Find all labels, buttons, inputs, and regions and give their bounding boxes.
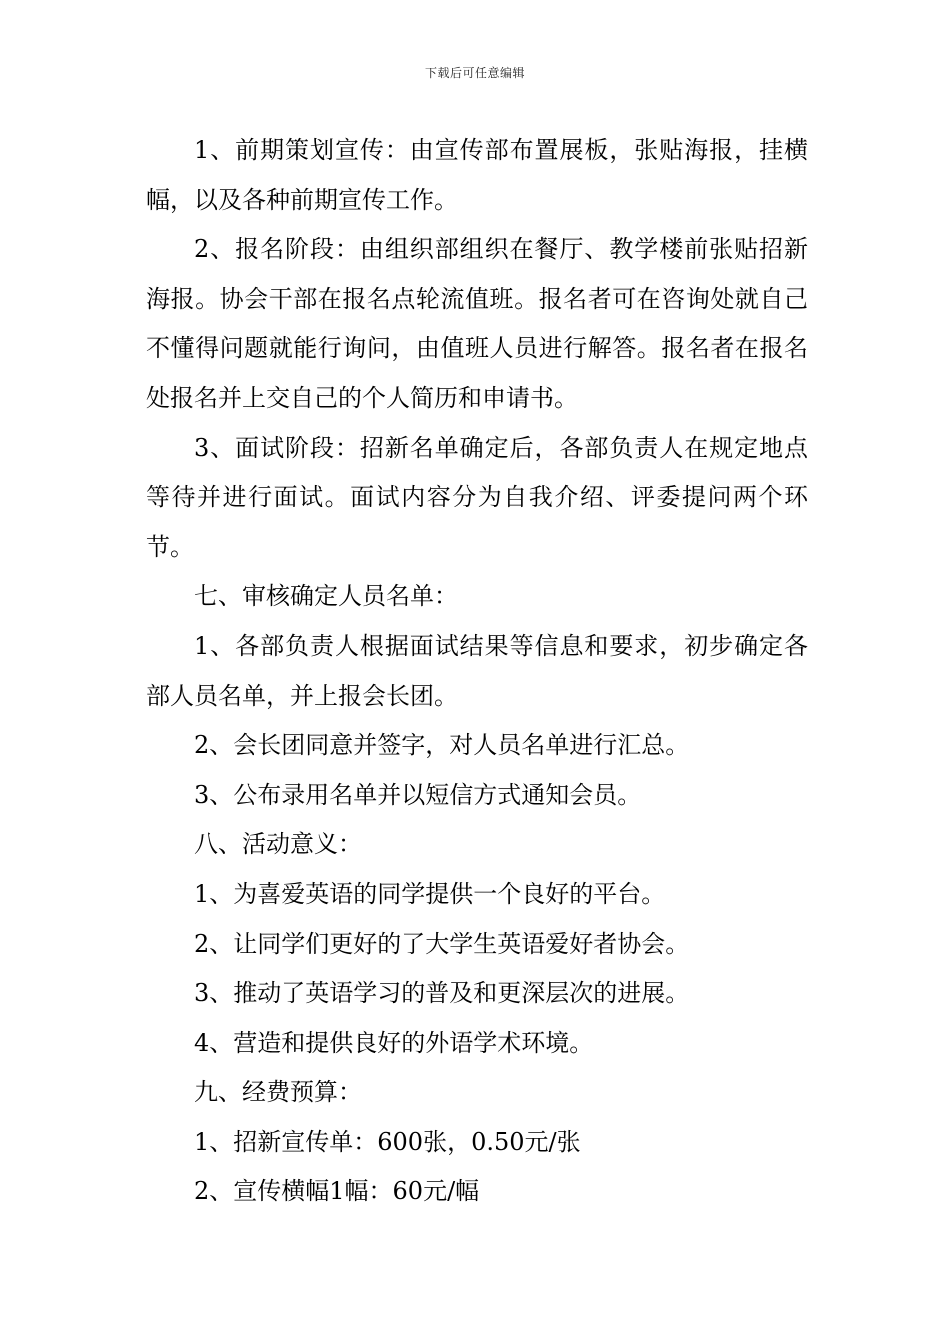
paragraph-review-3: 3、公布录用名单并以短信方式通知会员。 bbox=[194, 780, 642, 809]
paragraph-significance-1: 1、为喜爱英语的同学提供一个良好的平台。 bbox=[194, 879, 666, 908]
paragraph-budget-1: 1、招新宣传单：600张，0.50元/张 bbox=[194, 1127, 581, 1156]
paragraph-registration: 2、报名阶段：由组织部组织在餐厅、教学楼前张贴招新海报。协会干部在报名点轮流值班。报名者可在咨询处就自己不懂得问题就能行询问，由值班人员进行解答。报名者在报名处报名并上交自己的个人简历和申请书。 bbox=[146, 235, 808, 412]
paragraph-budget-2: 2、宣传横幅1幅：60元/幅 bbox=[194, 1177, 480, 1206]
paragraph-review-2: 2、会长团同意并签字，对人员名单进行汇总。 bbox=[194, 731, 690, 760]
section-heading-review: 七、审核确定人员名单： bbox=[194, 582, 458, 611]
paragraph-review-1: 1、各部负责人根据面试结果等信息和要求，初步确定各部人员名单，并上报会长团。 bbox=[146, 631, 808, 710]
paragraph-significance-4: 4、营造和提供良好的外语学术环境。 bbox=[194, 1028, 594, 1057]
paragraph-significance-3: 3、推动了英语学习的普及和更深层次的进展。 bbox=[194, 979, 690, 1008]
paragraph-publicity: 1、前期策划宣传：由宣传部布置展板，张贴海报，挂横幅，以及各种前期宣传工作。 bbox=[146, 136, 808, 214]
document-body bbox=[146, 126, 808, 1217]
header-note: 下载后可任意编辑 bbox=[424, 66, 525, 80]
section-heading-budget: 九、经费预算： bbox=[194, 1078, 362, 1107]
paragraph-interview: 3、面试阶段：招新名单确定后，各部负责人在规定地点等待并进行面试。面试内容分为自我介绍、评委提问两个环节。 bbox=[146, 433, 808, 561]
section-heading-significance: 八、活动意义： bbox=[194, 830, 362, 859]
paragraph-significance-2: 2、让同学们更好的了大学生英语爱好者协会。 bbox=[194, 929, 690, 958]
